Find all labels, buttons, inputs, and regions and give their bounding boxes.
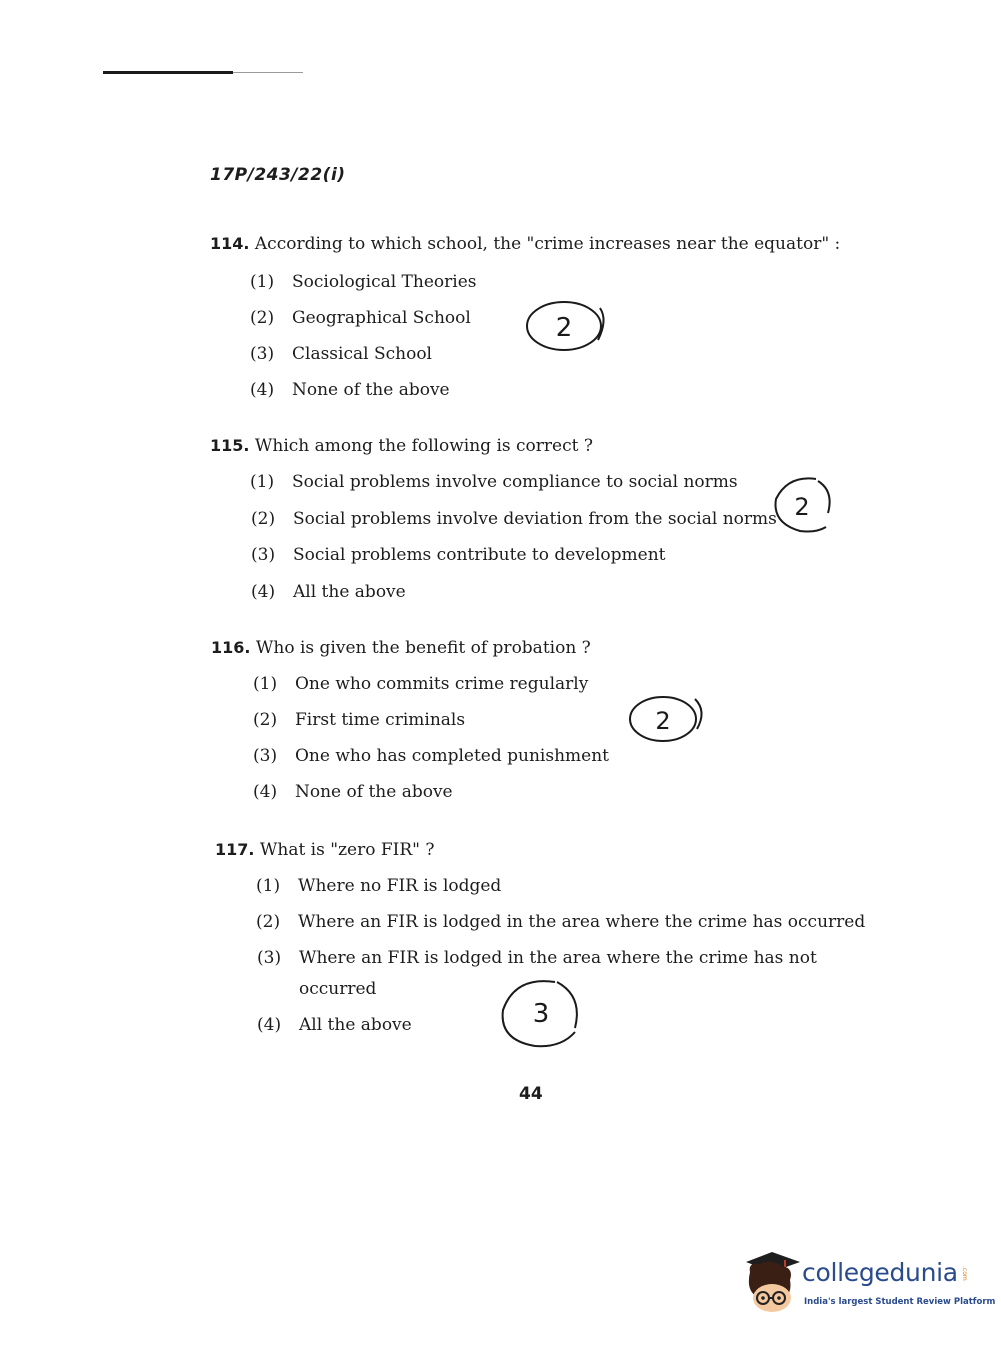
option-text: Where no FIR is lodged [298, 876, 502, 896]
option-number: (4) [251, 582, 276, 602]
option-text: Geographical School [292, 308, 471, 328]
option [253, 710, 465, 730]
question-stem [211, 638, 591, 658]
question-number: 114. [210, 234, 250, 253]
option-number: (1) [253, 674, 278, 694]
option [257, 1015, 412, 1035]
question-text: According to which school, the "crime increases near the equator" : [254, 234, 841, 254]
option-number: (4) [257, 1015, 282, 1035]
option [257, 948, 817, 968]
question-number: 117. [215, 840, 255, 859]
collegedunia-logo [742, 1250, 996, 1320]
option [250, 272, 477, 292]
handwritten-answer-circle [625, 689, 715, 745]
top-rule [103, 71, 303, 73]
question-text: Which among the following is correct ? [254, 436, 593, 456]
option-number: (2) [251, 509, 276, 529]
option [251, 582, 406, 602]
handwritten-answer-circle [495, 974, 587, 1052]
option-text: Where an FIR is lodged in the area where the crime has not [299, 948, 817, 968]
option-number: (4) [250, 380, 275, 400]
option-number: (2) [253, 710, 278, 730]
brand-tld: .com [961, 1266, 968, 1281]
question-text: Who is given the benefit of probation ? [255, 638, 591, 658]
question-116 [211, 638, 591, 658]
handwritten-answer-circle [770, 473, 840, 537]
option [251, 509, 777, 529]
option [253, 746, 609, 766]
marked-answer: 2 [655, 707, 671, 735]
brand-name: collegedunia [802, 1258, 958, 1287]
question-stem [210, 234, 840, 254]
option-text: None of the above [295, 782, 453, 802]
question-number: 116. [211, 638, 251, 657]
option-number: (4) [253, 782, 278, 802]
option-number: (1) [256, 876, 281, 896]
option [253, 674, 588, 694]
option [251, 545, 666, 565]
top-rule-thin [233, 72, 303, 73]
option [253, 782, 453, 802]
option-text: Where an FIR is lodged in the area where the crime has occurred [298, 912, 866, 932]
option-text: Social problems involve compliance to social norms [292, 472, 738, 492]
option-text: One who has completed punishment [295, 746, 609, 766]
option-text: Sociological Theories [292, 272, 477, 292]
option-text: All the above [299, 1015, 412, 1035]
question-number: 115. [210, 436, 250, 455]
option [250, 308, 471, 328]
question-stem [210, 436, 593, 456]
option-number: (3) [257, 948, 282, 968]
marked-answer: 2 [555, 313, 573, 343]
option-number: (1) [250, 472, 275, 492]
option-number: (3) [250, 344, 275, 364]
option [250, 380, 450, 400]
option [256, 912, 865, 932]
option-text: Social problems contribute to development [293, 545, 666, 565]
brand-tagline: India's largest Student Review Platform [804, 1297, 996, 1307]
option-number: (2) [250, 308, 275, 328]
option [250, 344, 432, 364]
handwritten-answer-circle [520, 296, 620, 356]
question-115 [210, 436, 593, 456]
option-text: All the above [293, 582, 406, 602]
option-number: (3) [253, 746, 278, 766]
marked-answer: 2 [794, 493, 810, 521]
option [256, 876, 501, 896]
question-text: What is "zero FIR" ? [259, 840, 435, 860]
option-text: First time criminals [295, 710, 466, 730]
option-number: (3) [251, 545, 276, 565]
mascot-icon [742, 1250, 802, 1320]
option [250, 472, 738, 492]
option-text: One who commits crime regularly [295, 674, 589, 694]
option-text: Classical School [292, 344, 432, 364]
option-continuation: occurred [299, 979, 377, 999]
top-rule-thick [103, 71, 233, 74]
marked-answer: 3 [532, 999, 550, 1029]
paper-code: 17P/243/22(i) [210, 165, 346, 185]
option-text: Social problems involve deviation from the social norms [293, 509, 777, 529]
question-114 [210, 234, 840, 254]
page-number: 44 [519, 1084, 543, 1104]
question-stem [215, 840, 435, 860]
option-number: (1) [250, 272, 275, 292]
question-117 [215, 840, 435, 860]
option-number: (2) [256, 912, 281, 932]
option-text: None of the above [292, 380, 450, 400]
